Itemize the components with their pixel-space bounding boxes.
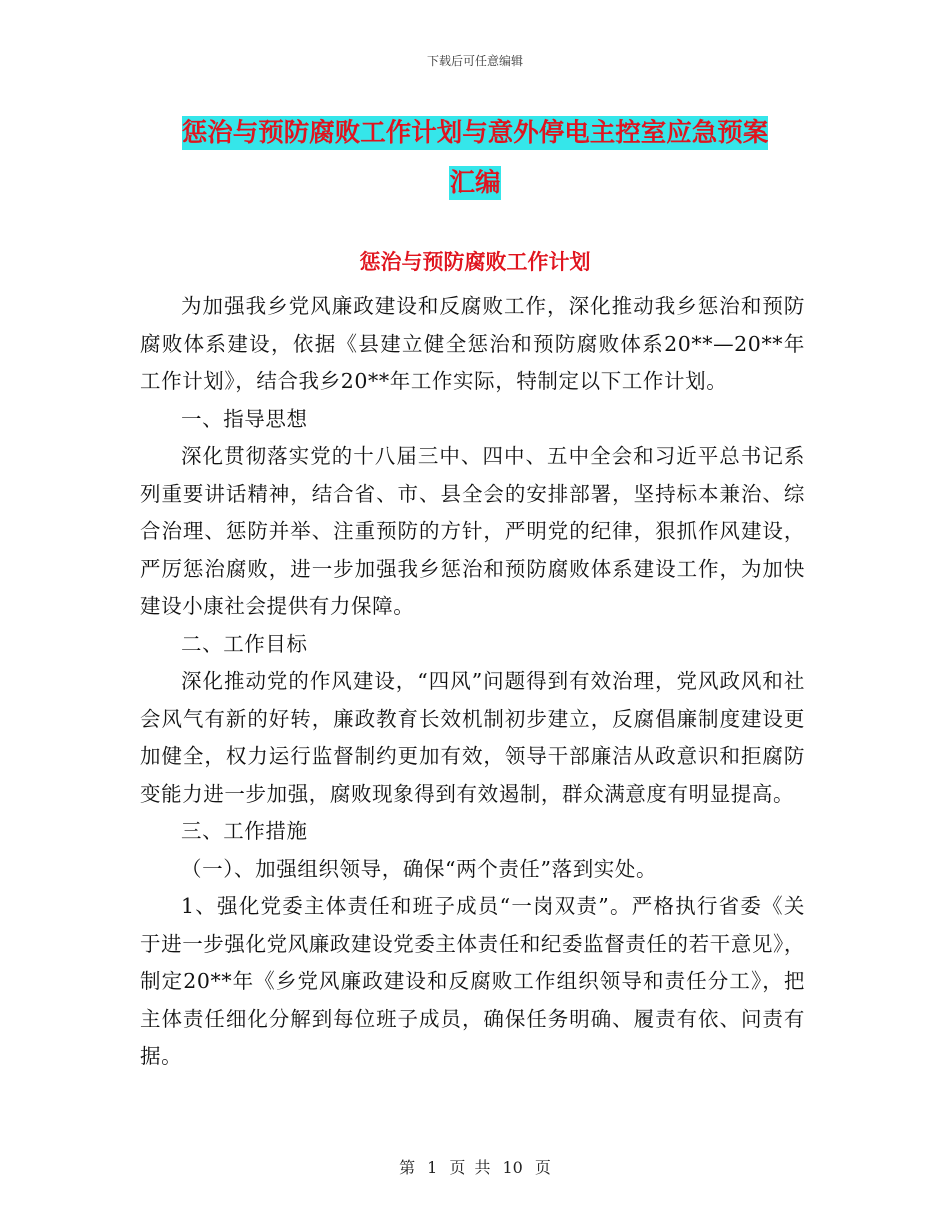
document-title (150, 108, 800, 208)
page-number: 1 (427, 1158, 438, 1177)
document-title-line1: 惩治与预防腐败工作计划与意外停电主控室应急预案 (181, 118, 769, 148)
footer-suffix: 页 (534, 1158, 551, 1177)
paragraph-work-goals: 深化推动党的作风建设，“四风”问题得到有效治理，党风政风和社会风气有新的好转，廉政教育长效机制初步建立，反腐倡廉制度建设更加健全，权力运行监督制约更加有效，领导干部廉洁从政意识和拒腐防变能力进一步加强，腐败现象得到有效遏制，群众满意度有明显提高。 (140, 669, 805, 806)
footer-mid: 页 共 (449, 1158, 491, 1177)
heading-guiding-ideology: 一、指导思想 (181, 406, 308, 431)
paragraph-measure-1: 1、强化党委主体责任和班子成员“一岗双责”。严格执行省委《关于进一步强化党风廉政建设党委主体责任和纪委监督责任的若干意见》，制定20**年《乡党风廉政建设和反腐败工作组织领导和责任分工》，把主体责任细化分解到每位班子成员，确保任务明确、履责有依、问责有据。 (140, 894, 805, 1068)
footer-prefix: 第 (399, 1158, 416, 1177)
document-title-line2: 汇编 (449, 168, 501, 198)
paragraph-intro: 为加强我乡党风廉政建设和反腐败工作，深化推动我乡惩治和预防腐败体系建设，依据《县建立健全惩治和预防腐败体系20**—20**年工作计划》，结合我乡20**年工作实际，特制定以下工作计划。 (140, 294, 805, 393)
section-title: 惩治与预防腐败工作计划 (359, 250, 591, 274)
document-body (140, 288, 805, 1076)
paragraph-guiding-ideology: 深化贯彻落实党的十八届三中、四中、五中全会和习近平总书记系列重要讲话精神，结合省、市、县全会的安排部署，坚持标本兼治、综合治理、惩防并举、注重预防的方针，严明党的纪律，狠抓作风建设，严厉惩治腐败，进一步加强我乡惩治和预防腐败体系建设工作，为加快建设小康社会提供有力保障。 (140, 444, 805, 618)
page-footer (0, 1155, 950, 1178)
page-total: 10 (502, 1158, 523, 1177)
header-note: 下载后可任意编辑 (426, 54, 523, 68)
heading-work-measures: 三、工作措施 (181, 819, 308, 843)
subheading-organization: （一）、加强组织领导，确保“两个责任”落到实处。 (181, 856, 658, 881)
heading-work-goals: 二、工作目标 (181, 631, 308, 656)
